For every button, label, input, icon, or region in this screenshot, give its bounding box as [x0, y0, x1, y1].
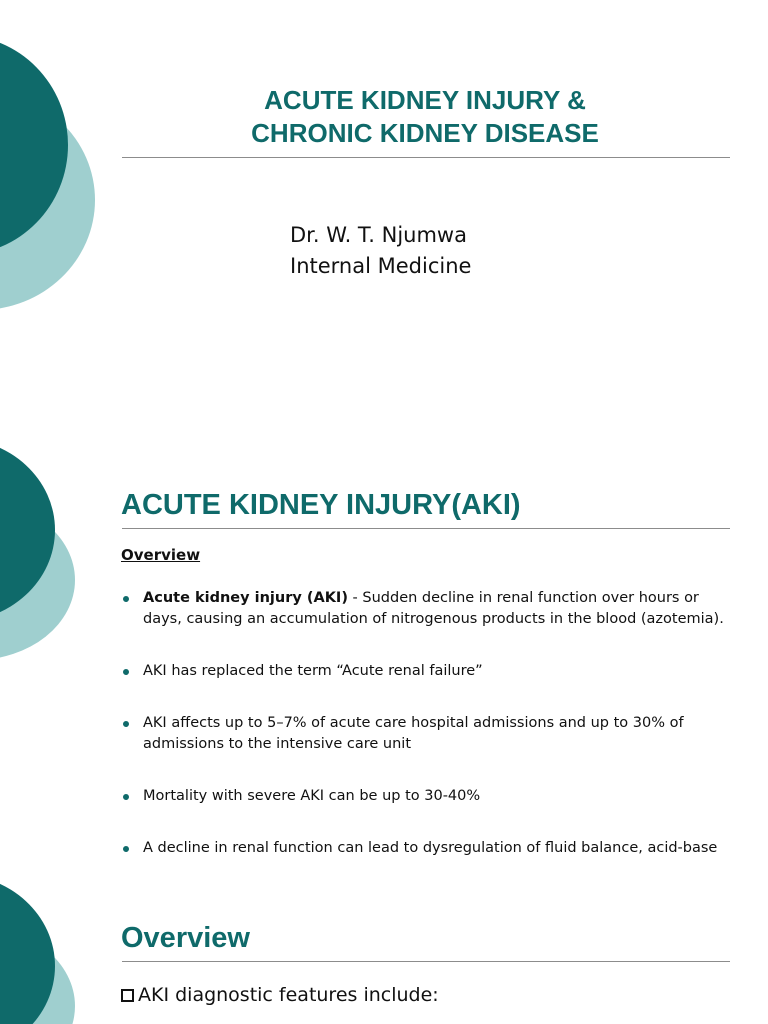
slide-heading: Overview — [121, 922, 250, 954]
slide-heading: ACUTE KIDNEY INJURY(AKI) — [121, 489, 521, 521]
decorative-ellipses — [0, 866, 90, 1024]
title-line-1: ACUTE KIDNEY INJURY & — [264, 85, 586, 115]
bullet-dot-icon — [123, 721, 129, 727]
dark-ellipse — [0, 874, 55, 1024]
bullet-text: AKI affects up to 5–7% of acute care hospital admissions and up to 30% of admissions to the intensive care unit — [143, 715, 684, 752]
checkbox-item — [121, 984, 439, 1006]
bullet-item — [121, 786, 741, 807]
bullet-item — [121, 588, 741, 630]
title-divider — [122, 157, 730, 158]
decorative-ellipses — [0, 430, 90, 670]
overview-subheading: Overview — [121, 546, 201, 564]
bullet-dot-icon — [123, 596, 129, 602]
title-line-2: CHRONIC KIDNEY DISEASE — [251, 118, 599, 148]
bullet-text: - Sudden decline in renal function over hours or days, causing an accumulation of nitrogenous products in the blood (azotemia). — [143, 590, 724, 627]
decorative-ellipses — [0, 0, 110, 330]
author-block — [290, 220, 471, 282]
author-name: Dr. W. T. Njumwa — [290, 223, 467, 247]
aki-overview-slide — [0, 430, 768, 866]
author-department: Internal Medicine — [290, 254, 472, 278]
bullet-dot-icon — [123, 669, 129, 675]
bullet-item — [121, 838, 741, 859]
bullet-list — [121, 588, 741, 866]
square-bullet-icon — [121, 989, 134, 1002]
title-slide — [0, 0, 768, 420]
bullet-text: Mortality with severe AKI can be up to 30-40% — [143, 788, 481, 804]
slide-title — [120, 84, 730, 150]
bullet-item — [121, 713, 741, 755]
heading-divider — [122, 961, 730, 962]
bullet-item — [121, 661, 741, 682]
item-text: AKI diagnostic features include: — [138, 984, 439, 1006]
bullet-text: AKI has replaced the term “Acute renal failure” — [143, 663, 483, 679]
bullet-bold-term: Acute kidney injury (AKI) — [143, 590, 348, 606]
bullet-text: A decline in renal function can lead to dysregulation of fluid balance, acid-base — [143, 840, 718, 856]
bullet-dot-icon — [123, 794, 129, 800]
heading-divider — [122, 528, 730, 529]
overview-slide — [0, 866, 768, 1024]
bullet-dot-icon — [123, 846, 129, 852]
